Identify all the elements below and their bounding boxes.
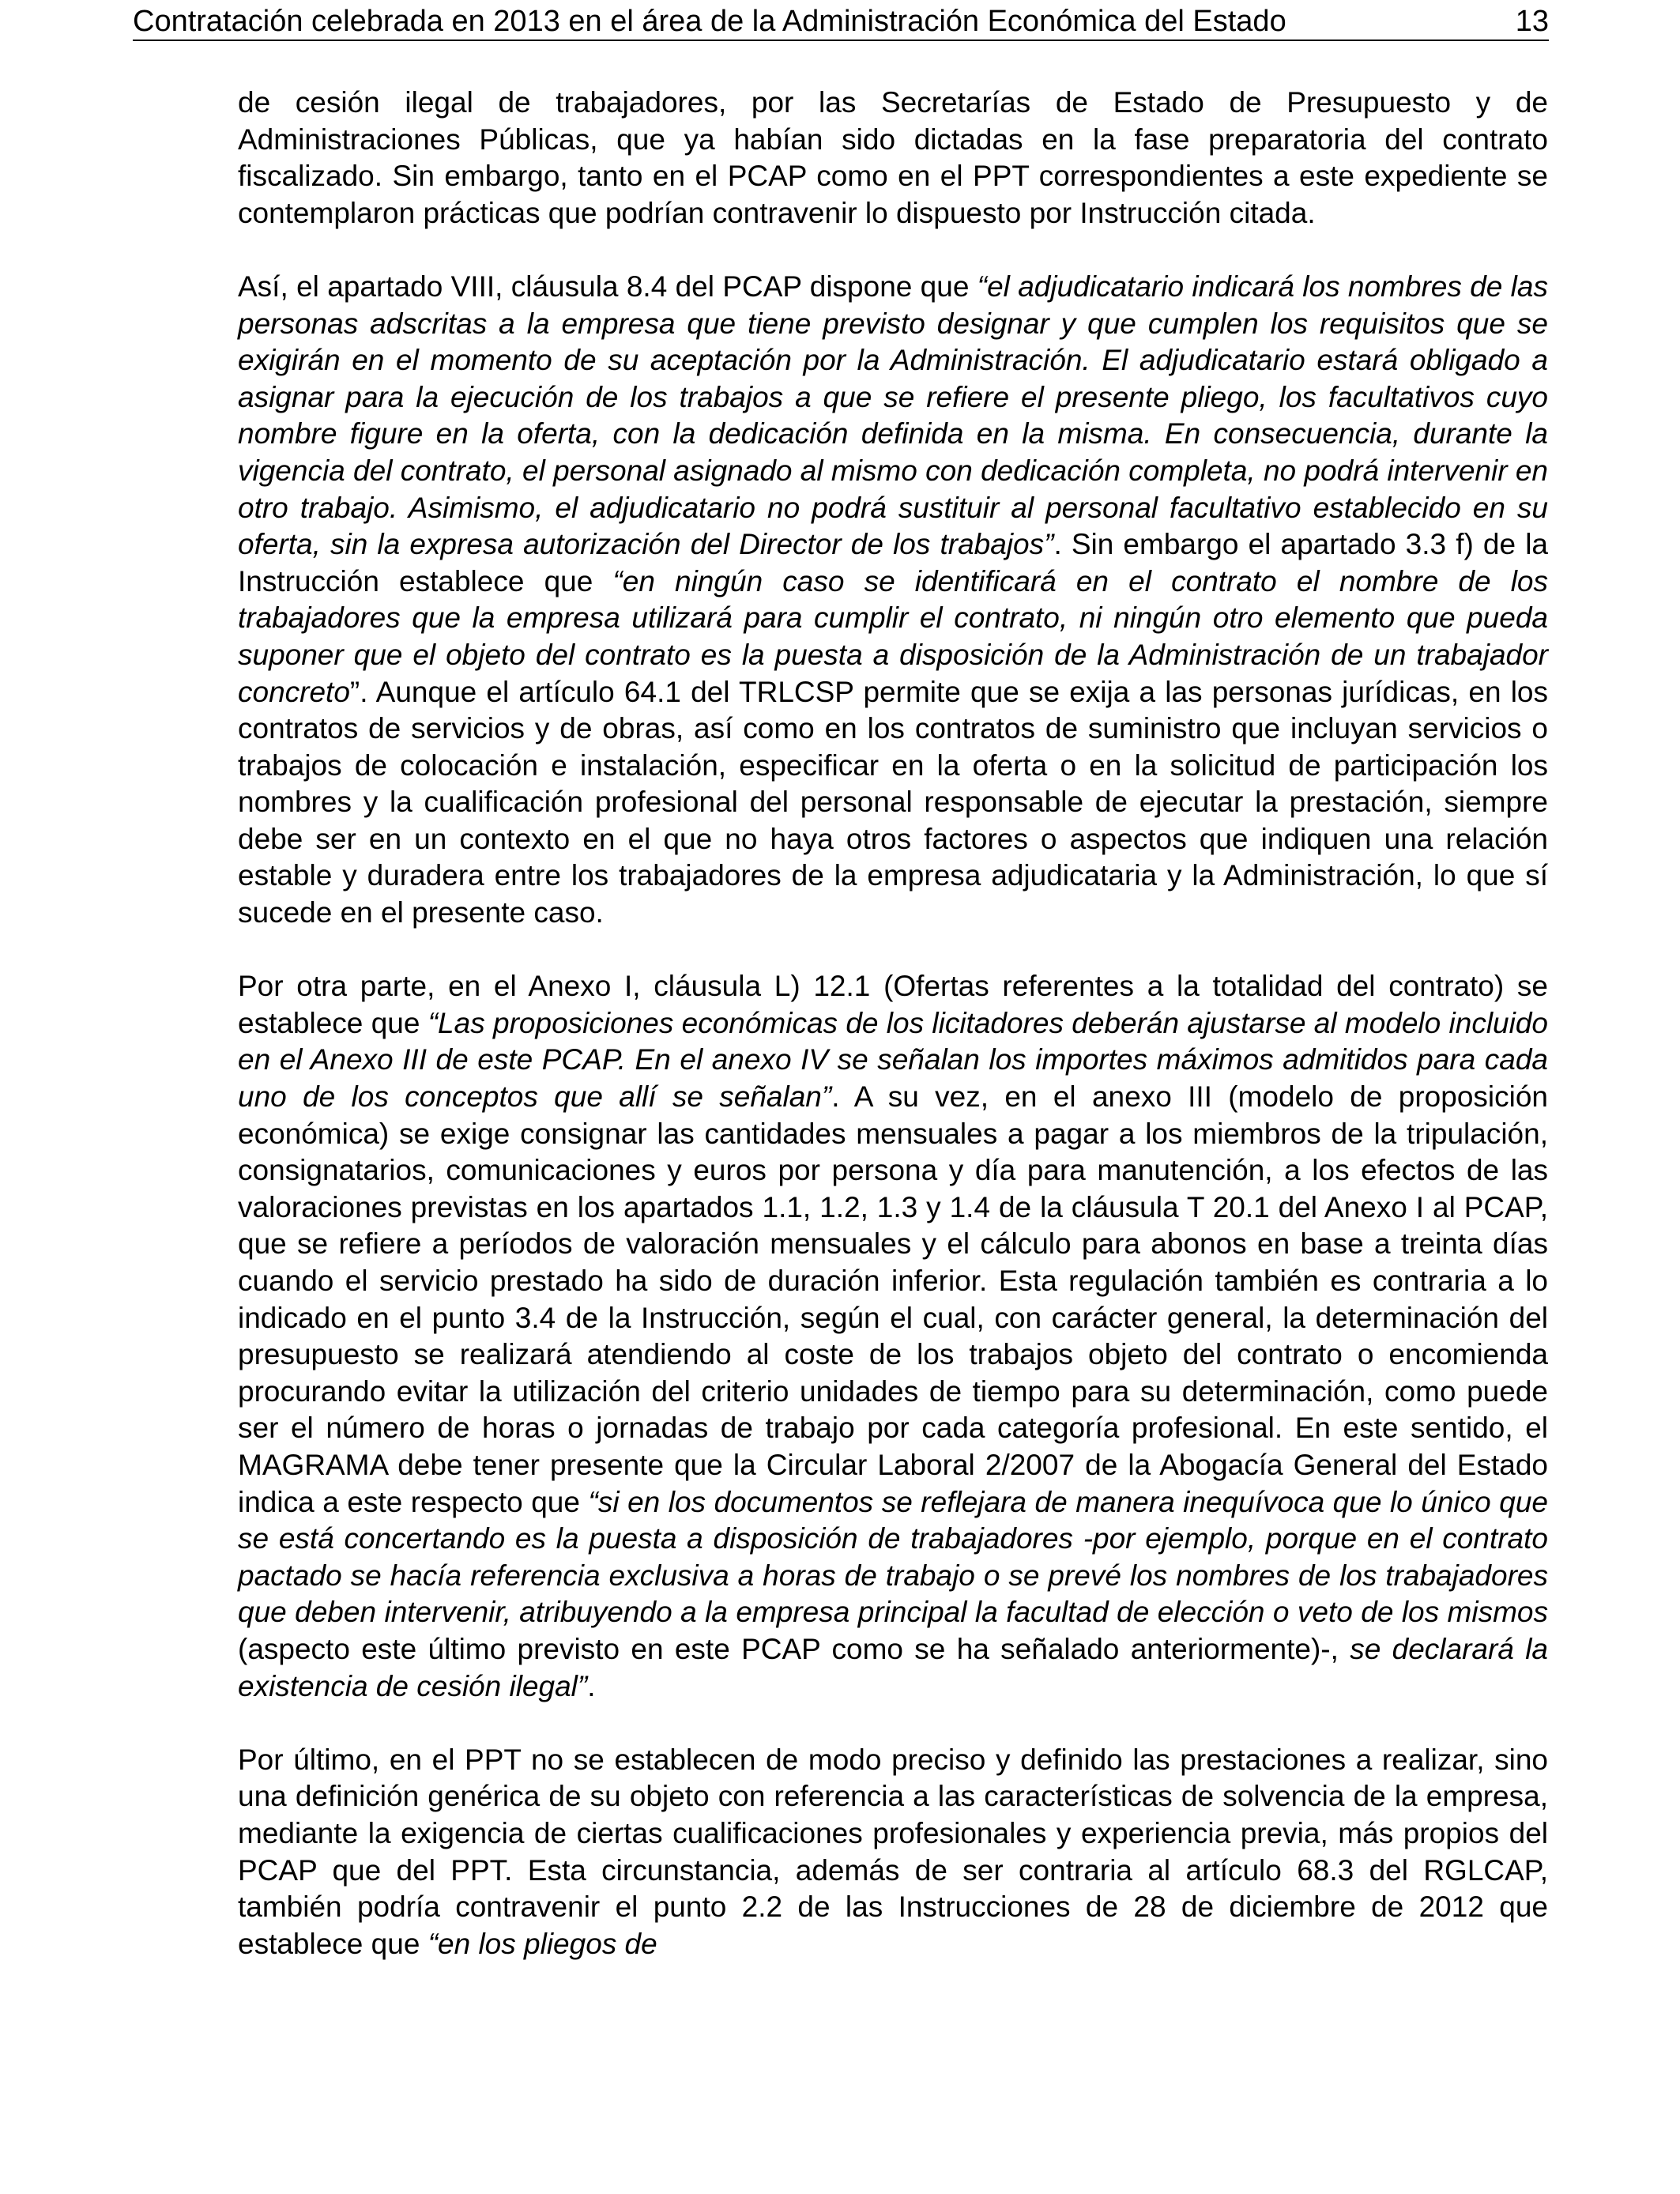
page-number: 13 bbox=[1515, 5, 1549, 38]
quoted-text: “en ningún caso se identificará en el contrato el nombre de los trabajadores que la empresa utilizará para cumplir el contrato, ni ningún otro elemento que pueda suponer que el objeto del contrato es la puesta a disposición de la Administración de un trabajador concreto bbox=[238, 564, 1548, 708]
text-run: de cesión ilegal de trabajadores, por las Secretarías de Estado de Presupuesto y de Administraciones Públicas, que ya habían sido dictadas en la fase preparatoria del contrato fiscalizado. Sin embargo, tanto en el PCAP como en el PPT correspondientes a este expediente se contemplaron prácticas que podrían contravenir lo dispuesto por Instrucción citada. bbox=[238, 86, 1548, 229]
text-run: Así, el apartado VIII, cláusula 8.4 del PCAP dispone que bbox=[238, 270, 977, 303]
paragraph-2 bbox=[238, 269, 1548, 932]
quoted-text: “el adjudicatario indicará los nombres de las personas adscritas a la empresa que tiene previsto designar y que cumplen los requisitos que se exigirán en el momento de su aceptación por la Administración. El adjudicatario estará obligado a asignar para la ejecución de los trabajos a que se refiere el presente pliego, los facultativos cuyo nombre figure en la oferta, con la dedicación definida en la misma. En consecuencia, durante la vigencia del contrato, el personal asignado al mismo con dedicación completa, no podrá intervenir en otro trabajo. Asimismo, el adjudicatario no podrá sustituir al personal facultativo establecido en su oferta, sin la expresa autorización del Director de los trabajos” bbox=[238, 270, 1548, 561]
quoted-text: “si en los documentos se reflejara de manera inequívoca que lo único que se está concertando es la puesta a disposición de trabajadores -por ejemplo, porque en el contrato pactado se hacía referencia exclusiva a horas de trabajo o se prevé los nombres de los trabajadores que deben intervenir, atribuyendo a la empresa principal la facultad de elección o veto de los mismos bbox=[238, 1485, 1548, 1629]
text-run: . Sin embargo el apartado 3.3 f) de la Instrucción establece que bbox=[238, 528, 1548, 598]
text-run: (aspecto este último previsto en este PCAP como se ha señalado anteriormente)-, bbox=[238, 1632, 1350, 1665]
text-run: . bbox=[587, 1669, 596, 1702]
text-run: Por otra parte, en el Anexo I, cláusula L) 12.1 (Ofertas referentes a la totalidad del contrato) se establece que bbox=[238, 970, 1548, 1039]
page-header bbox=[133, 3, 1549, 41]
text-run: . A su vez, en el anexo III (modelo de proposición económica) se exige consignar las cantidades mensuales a pagar a los miembros de la tripulación, consignatarios, comunicaciones y euros por persona y día para manutención, a los efectos de las valoraciones previstas en los apartados 1.1, 1.2, 1.3 y 1.4 de la cláusula T 20.1 del Anexo I al PCAP, que se refiere a períodos de valoración mensuales y el cálculo para abonos en base a treinta días cuando el servicio prestado ha sido de duración inferior. Esta regulación también es contraria a lo indicado en el punto 3.4 de la Instrucción, según el cual, con carácter general, la determinación del presupuesto se realizará atendiendo al coste de los trabajos objeto del contrato o encomienda procurando evitar la utilización del criterio unidades de tiempo para su determinación, como puede ser el número de horas o jornadas de trabajo por cada categoría profesional. En este sentido, el MAGRAMA debe tener presente que la Circular Laboral 2/2007 de la Abogacía General del Estado indica a este respecto que bbox=[238, 1080, 1548, 1518]
paragraph-3 bbox=[238, 968, 1548, 1705]
text-run: ”. Aunque el artículo 64.1 del TRLCSP permite que se exija a las personas jurídicas, en los contratos de servicios y de obras, así como en los contratos de suministro que incluyan servicios o trabajos de colocación e instalación, especificar en la oferta o en la solicitud de participación los nombres y la cualificación profesional del personal responsable de ejecutar la prestación, siempre debe ser en un contexto en el que no haya otros factores o aspectos que indiquen una relación estable y duradera entre los trabajadores de la empresa adjudicataria y la Administración, lo que sí sucede en el presente caso. bbox=[238, 675, 1548, 929]
paragraph-4 bbox=[238, 1742, 1548, 1963]
quoted-text: “en los pliegos de bbox=[428, 1927, 657, 1960]
document-body bbox=[238, 85, 1548, 1962]
paragraph-1 bbox=[238, 85, 1548, 232]
quoted-text: se declarará la existencia de cesión ilegal” bbox=[238, 1632, 1549, 1702]
quoted-text: “Las proposiciones económicas de los licitadores deberán ajustarse al modelo incluido en el Anexo III de este PCAP. En el anexo IV se señalan los importes máximos admitidos para cada uno de los conceptos que allí se señalan” bbox=[238, 1006, 1549, 1114]
text-run: Por último, en el PPT no se establecen de modo preciso y definido las prestaciones a realizar, sino una definición genérica de su objeto con referencia a las características de solvencia de la empresa, mediante la exigencia de ciertas cualificaciones profesionales y experiencia previa, más propios del PCAP que del PPT. Esta circunstancia, además de ser contraria al artículo 68.3 del RGLCAP, también podría contravenir el punto 2.2 de las Instrucciones de 28 de diciembre de 2012 que establece que bbox=[238, 1743, 1548, 1960]
header-title: Contratación celebrada en 2013 en el área de la Administración Económica del Estado bbox=[133, 5, 1286, 38]
